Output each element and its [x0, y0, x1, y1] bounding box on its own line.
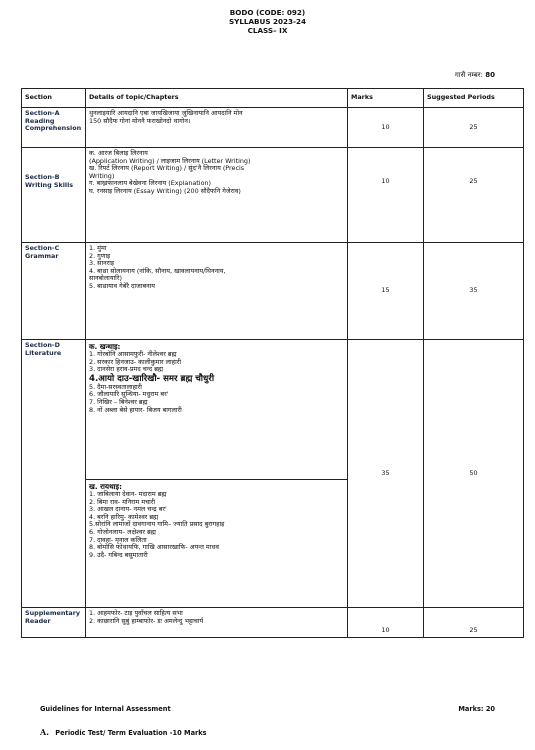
section-b-details: क. आरज बिलाइ लिरनाय (Application Writing) / लाइजाम लिरनाय (Letter Writing) ख. रिपर्ट लिरनाय (Report Writing) / सुंद'नै लिरनाय (Precis Writing) ग. बाख्रफानलाय बेखेवना लिरनाय (Explanation) घ. रनसाइ लिरनाय (Essay Writing) (200 सौदैफनि गेजेराव) [86, 148, 348, 243]
section-b-periods: 25 [424, 148, 524, 243]
assessment-item-a [40, 727, 207, 737]
supplementary-details: 1. आहमफोर- टाइ पुवाँचल साहित्य सभा 2. काछारानि सुबुं हाम्बाफोर- डः अमलेन्दु भट्टाचार्य [86, 608, 348, 638]
table-header-row [22, 89, 524, 108]
section-b-name: Section-B Writing Skills [22, 148, 86, 243]
supplementary-name: Supplementary Reader [22, 608, 86, 638]
total-marks-value: 80 [485, 71, 495, 79]
header-section: Section [22, 89, 86, 108]
header-marks: Marks [348, 89, 424, 108]
section-a-periods: 25 [424, 108, 524, 148]
guidelines-heading: Guidelines for Internal Assessment [40, 705, 171, 713]
header-subject: BODO (CODE: 092) [229, 8, 306, 17]
table-row-section-d-prose [22, 340, 524, 480]
header-syllabus: SYLLABUS 2023-24 [228, 17, 307, 26]
supplementary-marks: 10 [348, 608, 424, 638]
table-row-section-c [22, 243, 524, 340]
section-a-name: Section-A Reading Comprehension [22, 108, 86, 148]
item-text: Periodic Test/ Term Evaluation -10 Marks [55, 729, 207, 737]
section-b-marks: 10 [348, 148, 424, 243]
prose-heading: क. खन्थाइ: [89, 342, 121, 351]
section-c-periods: 35 [424, 243, 524, 340]
table-row-section-b [22, 148, 524, 243]
section-c-name: Section-C Grammar [22, 243, 86, 340]
poetry-heading: ख. रायथाइ: [89, 482, 122, 491]
internal-marks: Marks: 20 [458, 705, 495, 713]
section-d-periods: 50 [424, 340, 524, 608]
supplementary-periods: 25 [424, 608, 524, 638]
header-details: Details of topic/Chapters [86, 89, 348, 108]
header-class: CLASS– IX [247, 26, 288, 35]
section-c-details: 1. मुंमा 2. गुणाइ 3. सानराइ 4. बाथ्रा सोलायनाय (नांकि, सौनाय, खावलायनाय/थिननाय, सानबोलायारि) 5. बाथ्रायाव गेबेरै दाजाबनाय [86, 243, 348, 340]
section-a-marks: 10 [348, 108, 424, 148]
table-row-section-a [22, 108, 524, 148]
section-d-prose: क. खन्थाइ: 1. गोरबोनि आसामफुरी- नीलेश्वर ब्रह्म 2. सरकार हिनजाउ- कालीकुमार लाहारी 3. दानसेरा हराव-प्रमद चन्द ब्रह्म 4.आयो दाउ-खारिखौ- समर ब्रह्म चौधुरी 5. दैमा-सरस्वतालाहारी 6. जौलायारि सुन्धिया- मधुराम बर' 7. निखिर – बिनेश्वर ब्रह्म 8. नों अब्ला बेसे हायार- बिजय बागलारी [86, 340, 348, 480]
document-header [0, 8, 535, 35]
header-periods: Suggested Periods [424, 89, 524, 108]
total-marks-label: गासै नम्बर: [454, 71, 484, 79]
table-row-supplementary [22, 608, 524, 638]
section-d-poetry: ख. रायथाइ: 1. जाबिलाया देवान- मदाराम ब्रह्म 2. बिमा राव- मनिराम मचारी 3. आखल दानाय- नमल चन्द्र बर' 4. बरनि हारिमु- कामेश्वर ब्रह्म 5.सोरांनि लामाजों दावगानाय गामि– ज्याति प्रसाद बुरागहाइ 6. गोजोनलाय– लक्षेश्वर ब्रह्म 7. दावहा- मृनाल कलिता 8. बोमोसि फोथायफि, गाखि आसारखाफि- अयन्त माधव 9. उदै- गबिन्द बसुमातारी [86, 480, 348, 608]
section-d-name: Section-D Literature [22, 340, 86, 608]
syllabus-table [21, 88, 524, 638]
item-letter: A. [40, 727, 49, 737]
section-d-marks: 35 [348, 340, 424, 608]
section-a-details: थुनलाइयारि आयदानि एबा जायखिजाया जुखिनायानि आयदानि मोन 150 सौदैफ गोनां मोननै फराखोनदो थागोन। [86, 108, 348, 148]
total-marks [455, 71, 495, 80]
section-c-marks: 15 [348, 243, 424, 340]
